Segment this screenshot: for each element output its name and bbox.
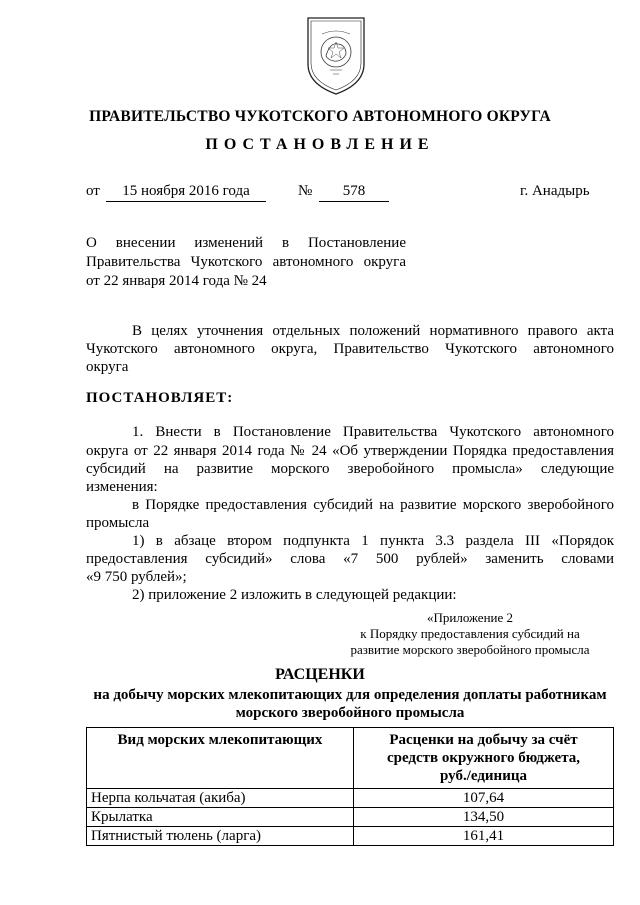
column-header-species: Вид морских млекопитающих xyxy=(87,728,354,789)
body-p3-line-3: «9 750 рублей»; xyxy=(86,569,187,585)
body-p1-line-2: округа от 22 января 2014 года № 24 «Об утверждении Порядка предоставления xyxy=(86,443,614,459)
document-type-title: ПОСТАНОВЛЕНИЕ xyxy=(205,136,435,153)
body-p1-line-4: изменения: xyxy=(86,479,158,495)
price-cell: 134,50 xyxy=(354,808,614,827)
body-p2-line-2: промысла xyxy=(86,515,150,531)
preamble-line-1: В целях уточнения отдельных положений нормативного правого акта xyxy=(132,323,614,339)
appendix-line-3: развитие морского зверобойного промысла xyxy=(350,642,590,657)
table-row xyxy=(87,808,614,827)
document-date: 15 ноября 2016 года xyxy=(106,182,266,202)
price-header-line-3: руб./единица xyxy=(440,768,527,784)
body-p2-line-1: в Порядке предоставления субсидий на развитие морского зверобойного xyxy=(132,497,614,513)
from-label: от xyxy=(86,183,100,199)
appendix-line-2: к Порядку предоставления субсидий на xyxy=(360,626,580,641)
rates-subtitle-1: на добычу морских млекопитающих для определения доплаты работникам xyxy=(93,687,607,703)
subject-line-1: О внесении изменений в Постановление xyxy=(86,235,406,251)
table-row xyxy=(87,789,614,808)
table-header-row xyxy=(87,728,614,789)
rates-table xyxy=(86,727,614,846)
table-row xyxy=(87,827,614,846)
appendix-note xyxy=(340,610,600,658)
resolves-heading: ПОСТАНОВЛЯЕТ: xyxy=(86,390,234,406)
subject-line-3: от 22 января 2014 года № 24 xyxy=(86,273,267,289)
price-header-line-2: средств окружного бюджета, xyxy=(386,750,581,766)
rates-subtitle-2: морского зверобойного промысла xyxy=(235,705,465,721)
body-p1-line-3: субсидий на развитие морского зверобойного промысла» следующие xyxy=(86,461,614,477)
species-cell: Нерпа кольчатая (акиба) xyxy=(87,789,354,808)
species-cell: Крылатка xyxy=(87,808,354,827)
number-label: № xyxy=(298,183,313,199)
city: г. Анадырь xyxy=(520,183,590,199)
coat-of-arms-emblem xyxy=(300,12,372,98)
body-p4: 2) приложение 2 изложить в следующей редакции: xyxy=(132,587,457,603)
preamble-line-3: округа xyxy=(86,359,129,375)
government-heading: ПРАВИТЕЛЬСТВО ЧУКОТСКОГО АВТОНОМНОГО ОКРУГА xyxy=(89,108,551,125)
rates-title: РАСЦЕНКИ xyxy=(275,666,365,683)
price-cell: 107,64 xyxy=(354,789,614,808)
column-header-price xyxy=(354,728,614,789)
body-p3-line-2: предоставления субсидий» слова «7 500 рублей» заменить словами xyxy=(86,551,614,567)
document-number: 578 xyxy=(319,182,389,202)
body-p3-line-1: 1) в абзаце втором подпункта 1 пункта 3.3 раздела III «Порядок xyxy=(132,533,614,549)
preamble-line-2: Чукотского автономного округа, Правительство Чукотского автономного xyxy=(86,341,614,357)
species-cell: Пятнистый тюлень (ларга) xyxy=(87,827,354,846)
price-cell: 161,41 xyxy=(354,827,614,846)
price-header-line-1: Расценки на добычу за счёт xyxy=(389,732,578,748)
body-p1-line-1: 1. Внести в Постановление Правительства Чукотского автономного xyxy=(132,424,614,440)
subject-line-2: Правительства Чукотского автономного округа xyxy=(86,254,406,270)
appendix-line-1: «Приложение 2 xyxy=(426,610,514,625)
